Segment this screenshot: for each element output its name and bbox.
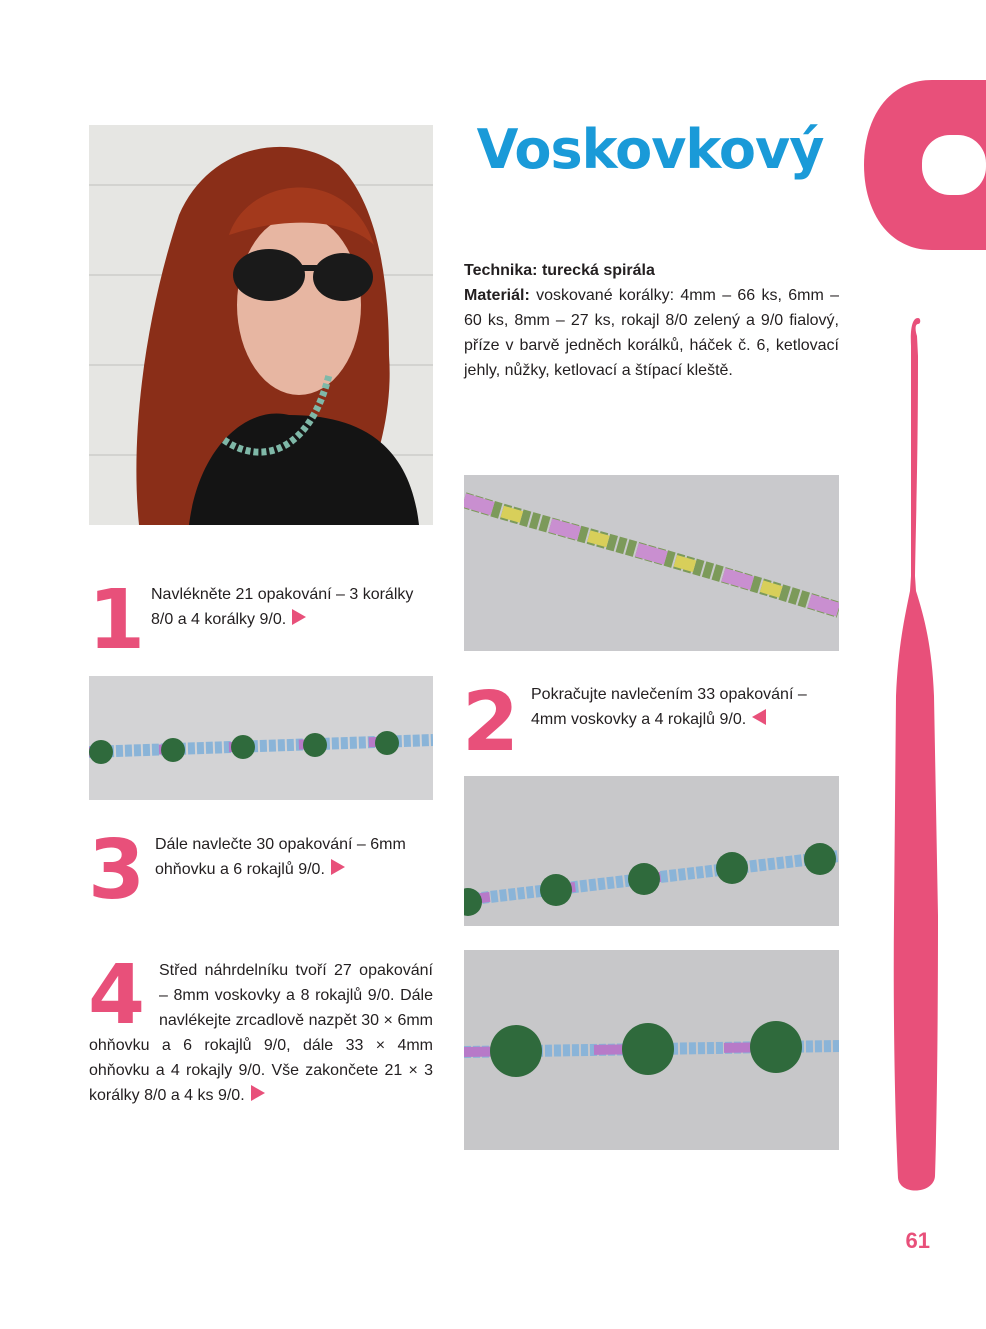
step-1-body: Navlékněte 21 opakování – 3 korálky 8/0 a 4 korálky 9/0. (151, 586, 414, 628)
material-label: Materiál: (464, 287, 530, 304)
beads-photo-seed (464, 475, 839, 651)
beads-photo-6mm (464, 776, 839, 926)
step-4-body: Střed náhrdelníku tvoří 27 opakování – 8mm voskovky a 8 rokajlů 9/0. Dále navlékejte zrcadlově nazpět 30 × 6mm ohňovku a 6 rokajlů 9/0, dále 33 × 4mm ohňovku a 4 rokajly 9/0. Vše zakončete 21 × 3 korálky 8/0 a 4 ks 9/0. (89, 962, 433, 1104)
beads-photo-8mm (464, 950, 839, 1150)
step-2-body: Pokračujte navlečením 33 opakování – 4mm voskovky a 4 rokajlů 9/0. (531, 686, 807, 728)
step-3-body: Dále navlečte 30 opakování – 6mm ohňovku a 6 rokajlů 9/0. (155, 836, 406, 878)
step-2-text (531, 682, 841, 732)
step-4-number-spacer (89, 958, 159, 1028)
technique-label: Technika: turecká spirála (464, 262, 655, 279)
step-3-text (155, 832, 440, 882)
step-1-text (151, 582, 436, 632)
arrow-right-icon (331, 859, 345, 875)
chapter-tab-o-icon (862, 80, 986, 250)
model-photo (89, 125, 433, 525)
step-number-4: 4 (88, 948, 146, 1043)
arrow-right-icon (292, 609, 306, 625)
step-4-text (89, 958, 433, 1108)
beads-photo-4mm (89, 676, 433, 800)
material-text: voskované korálky: 4mm – 66 ks, 6mm – 60 ks, 8mm – 27 ks, rokajl 8/0 zelený a 9/0 fialový, příze v barvě jedněch korálků, háček č. 6, ketlovací jehly, nůžky, ketlovací a štípací kleště. (464, 287, 839, 379)
materials-block (464, 258, 839, 383)
arrow-left-icon (752, 709, 766, 725)
arrow-right-icon (251, 1085, 265, 1101)
crochet-hook-icon (880, 316, 950, 1200)
page-title: Voskovkový (476, 118, 824, 181)
step-number-3: 3 (88, 823, 146, 918)
material-paragraph (464, 283, 839, 383)
page-number: 61 (905, 1228, 930, 1253)
step-number-1: 1 (88, 573, 146, 668)
step-number-2: 2 (462, 675, 520, 770)
